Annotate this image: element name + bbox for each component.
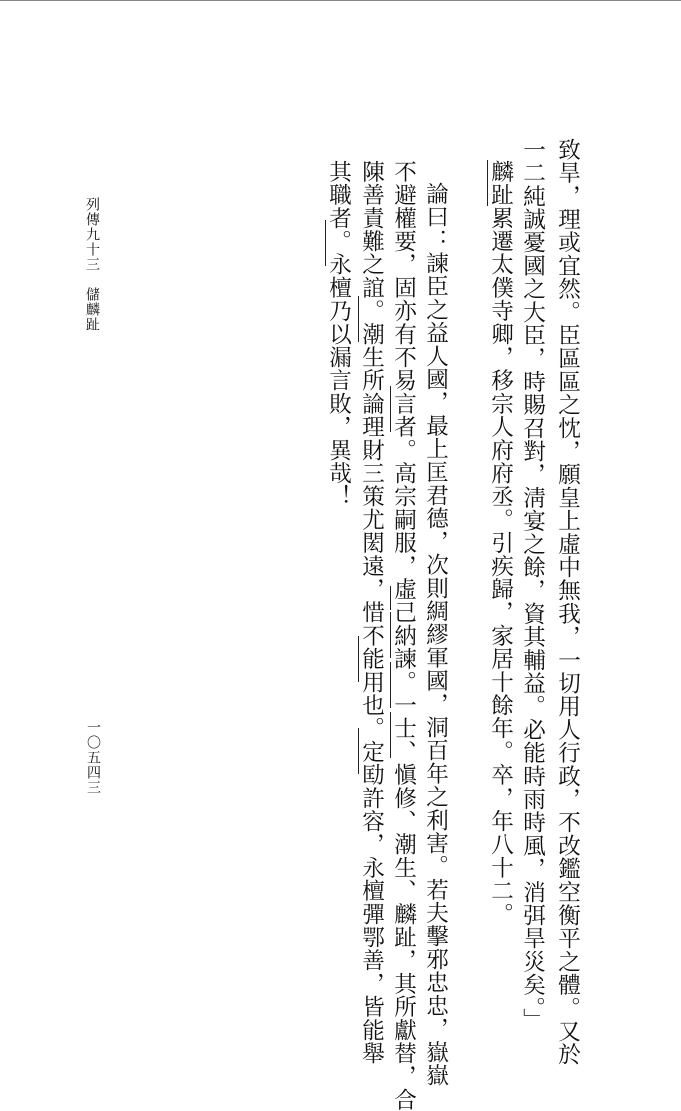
proper-name-rule [390,586,391,610]
proper-name-rule [390,712,391,758]
proper-name-rule [487,160,488,206]
proper-name-rule [390,386,391,432]
text-column-7: 其職者。永檀乃以漏言敗，異哉！ [325,160,352,508]
text-column-5: 不避權要，固亦有不易言者。高宗嗣服，虛己納諫。一士、愼修、潮生、麟趾，其所獻替，合 [390,160,417,1111]
text-column-6: 陳善責難之誼。潮生所論理財三策尤閎遠，惜不能用也。定劻許容，永檀彈鄂善，皆能舉 [358,160,385,1065]
running-head: 列傳九十三 儲麟趾 [84,197,100,332]
top-edge-line [0,0,681,1]
proper-name-rule [390,662,391,708]
text-column-3: 麟趾累遷太僕寺卿，移宗人府府丞。引疾歸，家居十餘年。卒，年八十二。 [487,160,514,926]
proper-name-rule [358,296,359,342]
text-column-2: 一二純誠憂國之大臣，時賜召對，淸宴之餘，資其輔益。必能時雨時風，消弭旱災矣。」 [519,138,546,1032]
page-number: 一〇五四三 [85,720,101,795]
proper-name-rule [358,636,359,682]
text-column-1: 致旱，理或宜然。臣區區之忱，願皇上虛中無我，一切用人行政，不改鑑空衡平之體。又於 [554,138,581,1066]
proper-name-rule [390,612,391,658]
proper-name-rule [325,220,326,266]
proper-name-rule [358,728,359,774]
text-column-4: 論曰：諫臣之益人國，最上匡君德，次則綢繆軍國，洞百年之利害。若夫擊邪忠忠，嶽嶽 [422,182,449,1087]
